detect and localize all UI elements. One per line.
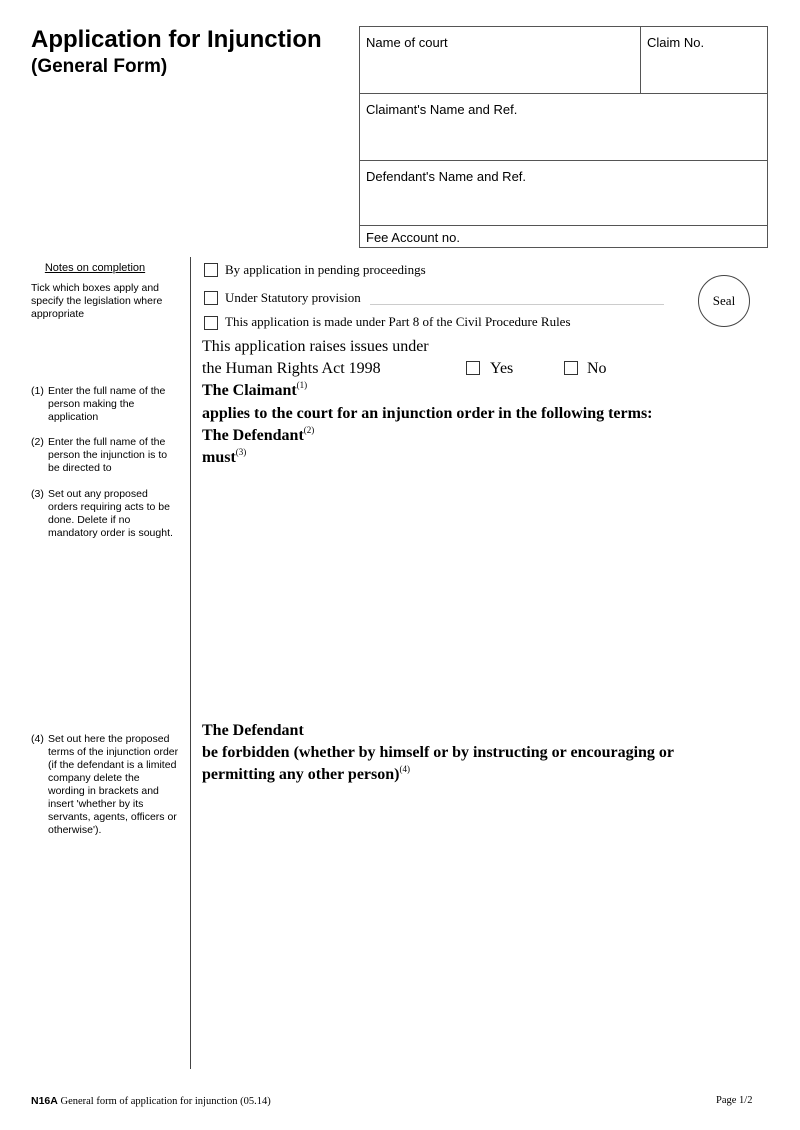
human-rights-no-checkbox[interactable] [564,361,578,375]
note-text: Enter the full name of the person the injunction is to be directed to [48,436,168,474]
notes-heading: Notes on completion [44,262,146,274]
column-divider [190,257,191,1069]
part8-label: This application is made under Part 8 of the Civil Procedure Rules [225,314,571,329]
note-ref-2: (2) [303,425,315,435]
human-rights-yes-label: Yes [490,360,514,377]
note-text: Set out here the proposed terms of the injunction order (if the defendant is a limited company delete the wording in brackets and insert 'whether by its servants, agents, officers or otherwise'). [48,733,179,836]
must-text: must [202,449,236,466]
court-name-field[interactable] [359,26,641,94]
form-title: Application for Injunction [31,26,322,53]
seal-stamp [698,275,750,327]
note-4 [31,733,179,837]
defendant-heading-2: The Defendant [202,722,304,739]
forbidden-line1: be forbidden (whether by himself or by instructing or encouraging or [202,744,675,761]
claim-no-label: Claim No. [647,35,705,50]
human-rights-no-label: No [587,360,607,377]
human-rights-line1: This application raises issues under [202,338,429,355]
claimant-name-field[interactable] [359,93,768,161]
note-text: Set out any proposed orders requiring acts to be done. Delete if no mandatory order is sought. [48,488,173,539]
pending-proceedings-label: By application in pending proceedings [225,262,426,277]
statutory-provision-input[interactable] [370,304,664,305]
form-subtitle: (General Form) [31,56,168,77]
page-number: Page 1/2 [716,1095,753,1106]
note-2 [31,436,179,475]
human-rights-yes-checkbox[interactable] [466,361,480,375]
note-text: Enter the full name of the person making the application [48,385,166,423]
fee-account-label: Fee Account no. [366,230,460,245]
court-name-label: Name of court [366,35,448,50]
form-description: General form of application for injunction (05.14) [57,1096,271,1107]
note-number: (2) [31,436,44,448]
must-heading [202,449,246,467]
claimant-heading [202,382,307,400]
forbidden-line2-text: permitting any other person) [202,766,400,783]
note-ref-3: (3) [235,447,247,457]
note-ref-1: (1) [296,380,308,390]
note-ref-4: (4) [399,764,410,774]
defendant-name-label: Defendant's Name and Ref. [366,169,527,184]
seal-label: Seal [712,293,736,308]
human-rights-line2: the Human Rights Act 1998 [202,360,381,377]
part8-checkbox[interactable] [204,316,218,330]
defendant-name-field[interactable] [359,160,768,226]
form-code: N16A [31,1095,58,1107]
claim-no-field[interactable] [640,26,768,94]
statutory-provision-checkbox[interactable] [204,291,218,305]
note-number: (1) [31,385,44,397]
defendant-heading-text: The Defendant [202,427,304,444]
pending-proceedings-checkbox[interactable] [204,263,218,277]
claimant-name-label: Claimant's Name and Ref. [366,102,518,117]
note-3 [31,488,179,540]
note-number: (4) [31,733,44,745]
forbidden-line2 [202,766,410,784]
note-1 [31,385,179,424]
defendant-heading [202,427,314,445]
applies-text: applies to the court for an injunction order in the following terms: [202,405,653,422]
statutory-provision-label: Under Statutory provision [225,290,361,305]
notes-tick-instruction: Tick which boxes apply and specify the legislation where appropriate [31,282,163,320]
form-footer [31,1095,271,1107]
note-number: (3) [31,488,44,500]
fee-account-field[interactable] [359,225,768,248]
claimant-heading-text: The Claimant [202,382,297,399]
